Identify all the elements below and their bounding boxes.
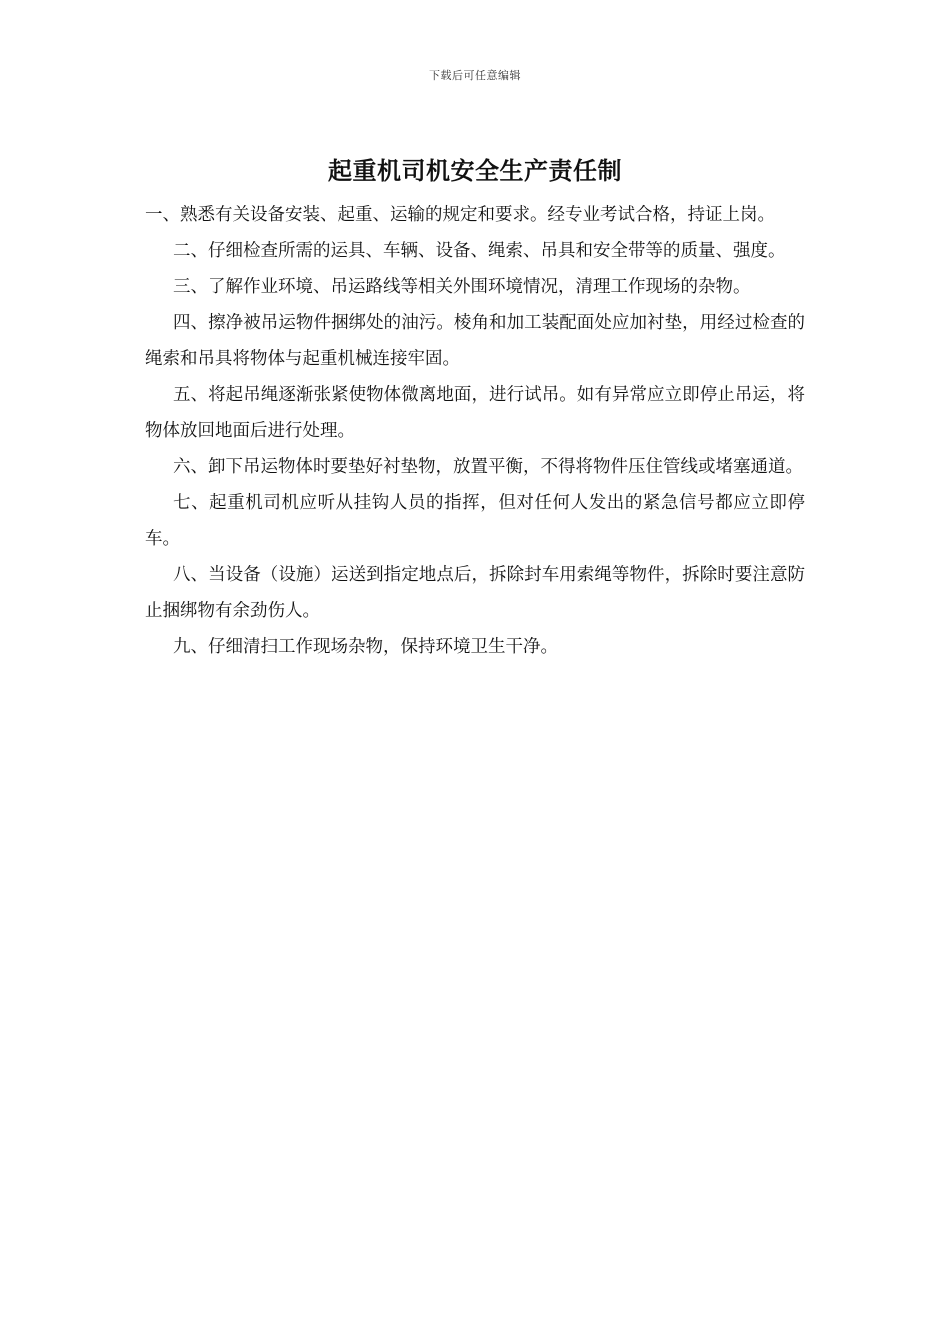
paragraph-9: 九、仔细清扫工作现场杂物，保持环境卫生干净。 [173,637,558,657]
paragraph-1: 一、熟悉有关设备安装、起重、运输的规定和要求。经专业考试合格，持证上岗。 [145,205,775,225]
paragraph-3: 三、了解作业环境、吊运路线等相关外围环境情况，清理工作现场的杂物。 [173,277,751,297]
paragraph-8: 八、当设备（设施）运送到指定地点后，拆除封车用索绳等物件，拆除时要注意防止捆绑物有余劲伤人。 [145,565,805,621]
paragraph-6: 六、卸下吊运物体时要垫好衬垫物，放置平衡，不得将物件压住管线或堵塞通道。 [173,457,803,477]
paragraph-4: 四、擦净被吊运物件捆绑处的油污。棱角和加工装配面处应加衬垫，用经过检查的绳索和吊具将物体与起重机械连接牢固。 [145,313,805,369]
paragraph-5: 五、将起吊绳逐渐张紧使物体微离地面，进行试吊。如有异常应立即停止吊运，将物体放回地面后进行处理。 [145,385,805,441]
document-body [145,197,805,665]
document-title: 起重机司机安全生产责任制 [328,156,622,185]
paragraph-2: 二、仔细检查所需的运具、车辆、设备、绳索、吊具和安全带等的质量、强度。 [173,241,786,261]
paragraph-7: 七、起重机司机应听从挂钩人员的指挥，但对任何人发出的紧急信号都应立即停车。 [145,493,805,549]
header-note: 下载后可任意编辑 [429,69,521,82]
